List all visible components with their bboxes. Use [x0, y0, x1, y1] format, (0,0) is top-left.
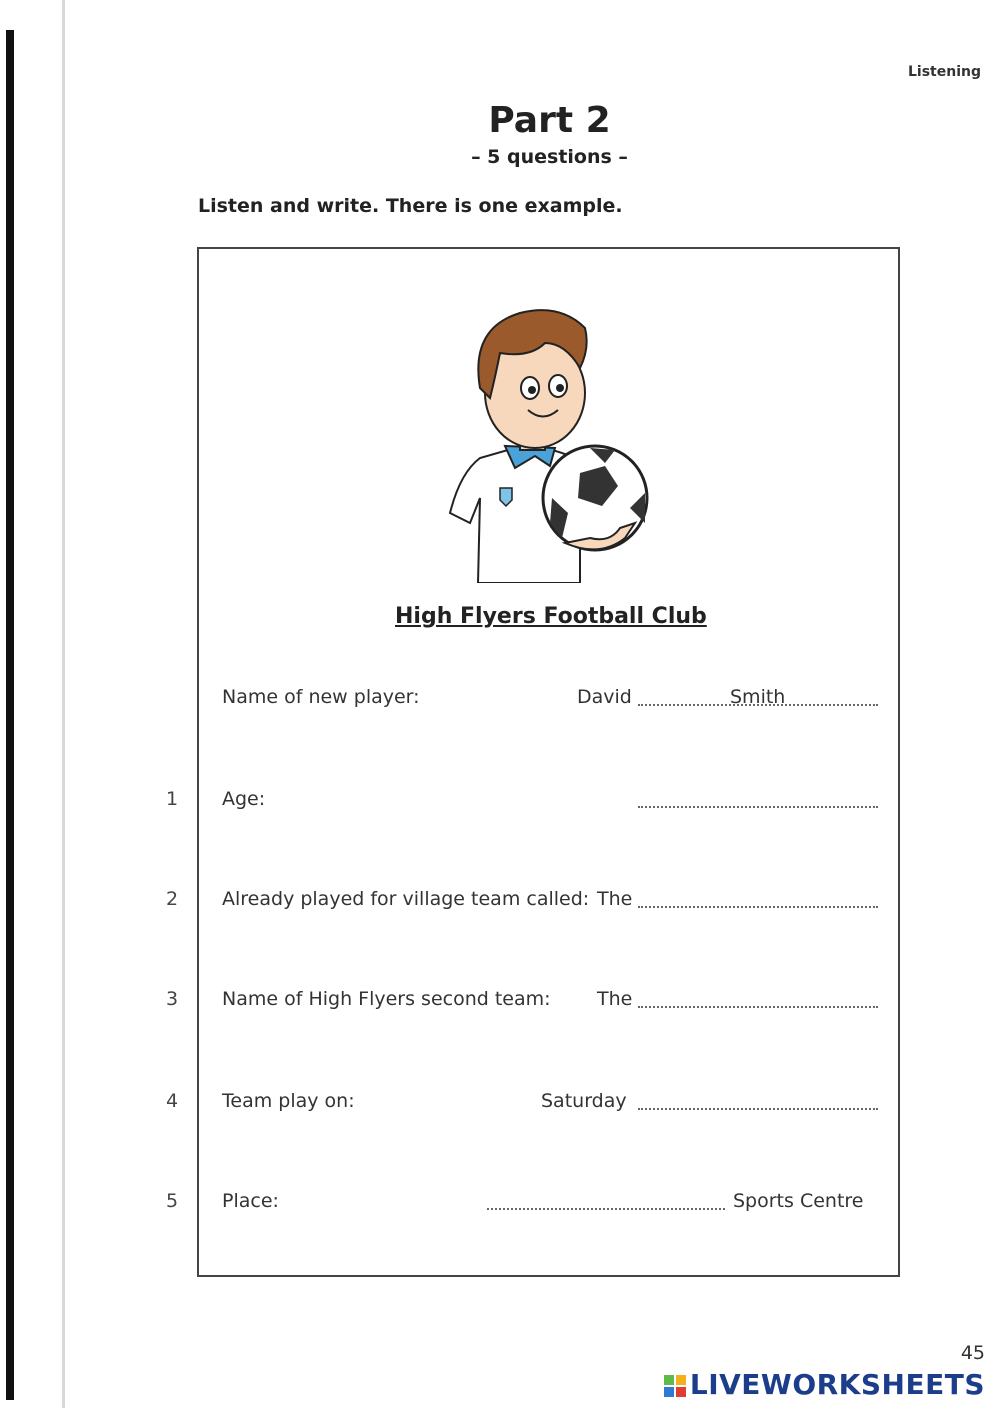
- boy-with-football-icon: [440, 298, 670, 583]
- row-prefix: The: [597, 888, 633, 910]
- section-header: Listening: [908, 64, 981, 80]
- form-row-example: [0, 686, 999, 726]
- page-number: 45: [960, 1342, 985, 1364]
- row-suffix: Sports Centre: [733, 1190, 864, 1212]
- row-label: Name of new player:: [222, 686, 420, 708]
- form-row-1: [0, 788, 999, 828]
- brand-text: LIVEWORKSHEETS: [689, 1368, 985, 1401]
- row-label: Name of High Flyers second team:: [222, 988, 551, 1010]
- form-row-2: [0, 888, 999, 928]
- row-label: Already played for village team called:: [222, 888, 590, 910]
- question-number: 1: [166, 788, 179, 810]
- page-title: Part 2: [488, 100, 611, 141]
- answer-line[interactable]: [487, 1190, 725, 1210]
- page-subtitle: – 5 questions –: [471, 146, 628, 168]
- club-title: High Flyers Football Club: [395, 604, 707, 629]
- form-row-3: [0, 988, 999, 1028]
- brand-footer: [664, 1368, 985, 1401]
- row-prefix: David: [577, 686, 632, 708]
- row-label: Place:: [222, 1190, 279, 1212]
- row-answer: Smith: [730, 686, 786, 708]
- answer-line[interactable]: [638, 888, 878, 908]
- answer-line[interactable]: [638, 1090, 878, 1110]
- row-label: Team play on:: [222, 1090, 355, 1112]
- form-row-5: [0, 1190, 999, 1230]
- form-row-4: [0, 1090, 999, 1130]
- answer-line[interactable]: [638, 788, 878, 808]
- question-number: 3: [166, 988, 179, 1010]
- question-number: 4: [166, 1090, 179, 1112]
- row-prefix: The: [597, 988, 633, 1010]
- liveworksheets-logo-icon: [664, 1375, 686, 1397]
- answer-line[interactable]: [638, 988, 878, 1008]
- row-label: Age:: [222, 788, 266, 810]
- instruction-text: Listen and write. There is one example.: [198, 195, 623, 217]
- question-number: 5: [166, 1190, 179, 1212]
- question-number: 2: [166, 888, 179, 910]
- row-prefix: Saturday: [541, 1090, 627, 1112]
